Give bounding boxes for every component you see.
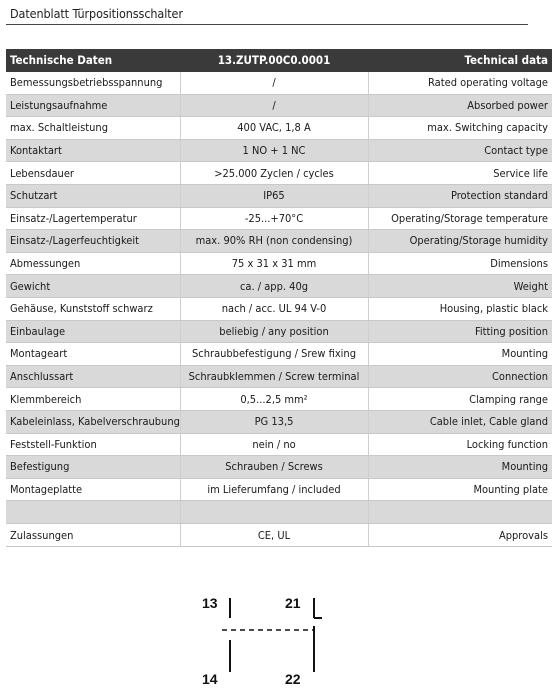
row-label-de: Lebensdauer (6, 162, 180, 185)
spec-table (6, 49, 552, 547)
header-de: Technische Daten (6, 49, 180, 72)
table-row (6, 524, 552, 547)
table-row (6, 433, 552, 456)
row-label-en: Weight (368, 275, 552, 298)
row-label-de: Kabeleinlass, Kabelverschraubung (6, 410, 180, 433)
row-label-en (368, 501, 552, 524)
row-label-en: Locking function (368, 433, 552, 456)
row-label-en: Rated operating voltage (368, 72, 552, 95)
row-label-en: Mounting plate (368, 478, 552, 501)
table-row (6, 365, 552, 388)
header-en: Technical data (368, 49, 552, 72)
row-value: / (180, 72, 368, 95)
terminal-22-label: 22 (285, 671, 301, 687)
table-row (6, 207, 552, 230)
table-row (6, 94, 552, 117)
row-value: beliebig / any position (180, 320, 368, 343)
table-row (6, 230, 552, 253)
row-value: -25...+70°C (180, 207, 368, 230)
row-label-de: Befestigung (6, 456, 180, 479)
table-row (6, 410, 552, 433)
table-row (6, 388, 552, 411)
row-label-de: Schutzart (6, 184, 180, 207)
row-label-en: Operating/Storage humidity (368, 230, 552, 253)
header-part-number: 13.ZUTP.00C0.0001 (180, 49, 368, 72)
row-label-en: Protection standard (368, 184, 552, 207)
row-value: CE, UL (180, 524, 368, 547)
terminal-13-label: 13 (202, 595, 218, 611)
table-header-row (6, 49, 552, 72)
row-label-en: Approvals (368, 524, 552, 547)
table-row (6, 501, 552, 524)
row-value: 1 NO + 1 NC (180, 139, 368, 162)
row-label-de: Einbaulage (6, 320, 180, 343)
table-row (6, 320, 552, 343)
row-label-en: Contact type (368, 139, 552, 162)
row-label-de: Einsatz-/Lagerfeuchtigkeit (6, 230, 180, 253)
row-value: 0,5...2,5 mm² (180, 388, 368, 411)
row-label-de: Anschlussart (6, 365, 180, 388)
row-label-en: Cable inlet, Cable gland (368, 410, 552, 433)
row-value: im Lieferumfang / included (180, 478, 368, 501)
row-label-en: Fitting position (368, 320, 552, 343)
row-label-de: Gehäuse, Kunststoff schwarz (6, 297, 180, 320)
row-value: >25.000 Zyclen / cycles (180, 162, 368, 185)
row-label-de: Leistungsaufnahme (6, 94, 180, 117)
row-value: nein / no (180, 433, 368, 456)
row-label-de: Einsatz-/Lagertemperatur (6, 207, 180, 230)
table-row (6, 72, 552, 95)
title-rule (6, 24, 528, 25)
row-label-de: Klemmbereich (6, 388, 180, 411)
row-label-de: max. Schaltleistung (6, 117, 180, 140)
table-row (6, 139, 552, 162)
row-label-en: Absorbed power (368, 94, 552, 117)
table-row (6, 275, 552, 298)
contact-schematic (196, 590, 336, 688)
table-row (6, 162, 552, 185)
row-label-de: Bemessungsbetriebsspannung (6, 72, 180, 95)
row-value: / (180, 94, 368, 117)
row-value: max. 90% RH (non condensing) (180, 230, 368, 253)
page-title: Datenblatt Türpositionsschalter (10, 6, 183, 21)
row-value: nach / acc. UL 94 V-0 (180, 297, 368, 320)
table-row (6, 478, 552, 501)
row-value (180, 501, 368, 524)
table-row (6, 184, 552, 207)
row-value: Schraubbefestigung / Srew fixing (180, 343, 368, 366)
row-label-de: Montageart (6, 343, 180, 366)
row-value: Schraubklemmen / Screw terminal (180, 365, 368, 388)
row-label-de: Montageplatte (6, 478, 180, 501)
row-value: 75 x 31 x 31 mm (180, 252, 368, 275)
row-value: IP65 (180, 184, 368, 207)
row-label-de: Gewicht (6, 275, 180, 298)
row-label-de: Abmessungen (6, 252, 180, 275)
table-row (6, 252, 552, 275)
row-value: PG 13,5 (180, 410, 368, 433)
row-label-en: max. Switching capacity (368, 117, 552, 140)
table-row (6, 456, 552, 479)
row-label-en: Mounting (368, 456, 552, 479)
table-row (6, 343, 552, 366)
row-label-en: Mounting (368, 343, 552, 366)
row-label-de: Feststell-Funktion (6, 433, 180, 456)
row-label-en: Housing, plastic black (368, 297, 552, 320)
row-value: ca. / app. 40g (180, 275, 368, 298)
row-label-de (6, 501, 180, 524)
row-label-de: Zulassungen (6, 524, 180, 547)
table-row (6, 297, 552, 320)
row-label-de: Kontaktart (6, 139, 180, 162)
row-value: Schrauben / Screws (180, 456, 368, 479)
row-label-en: Connection (368, 365, 552, 388)
row-label-en: Operating/Storage temperature (368, 207, 552, 230)
row-label-en: Service life (368, 162, 552, 185)
row-label-en: Dimensions (368, 252, 552, 275)
row-value: 400 VAC, 1,8 A (180, 117, 368, 140)
terminal-14-label: 14 (202, 671, 218, 687)
terminal-21-label: 21 (285, 595, 301, 611)
row-label-en: Clamping range (368, 388, 552, 411)
table-row (6, 117, 552, 140)
